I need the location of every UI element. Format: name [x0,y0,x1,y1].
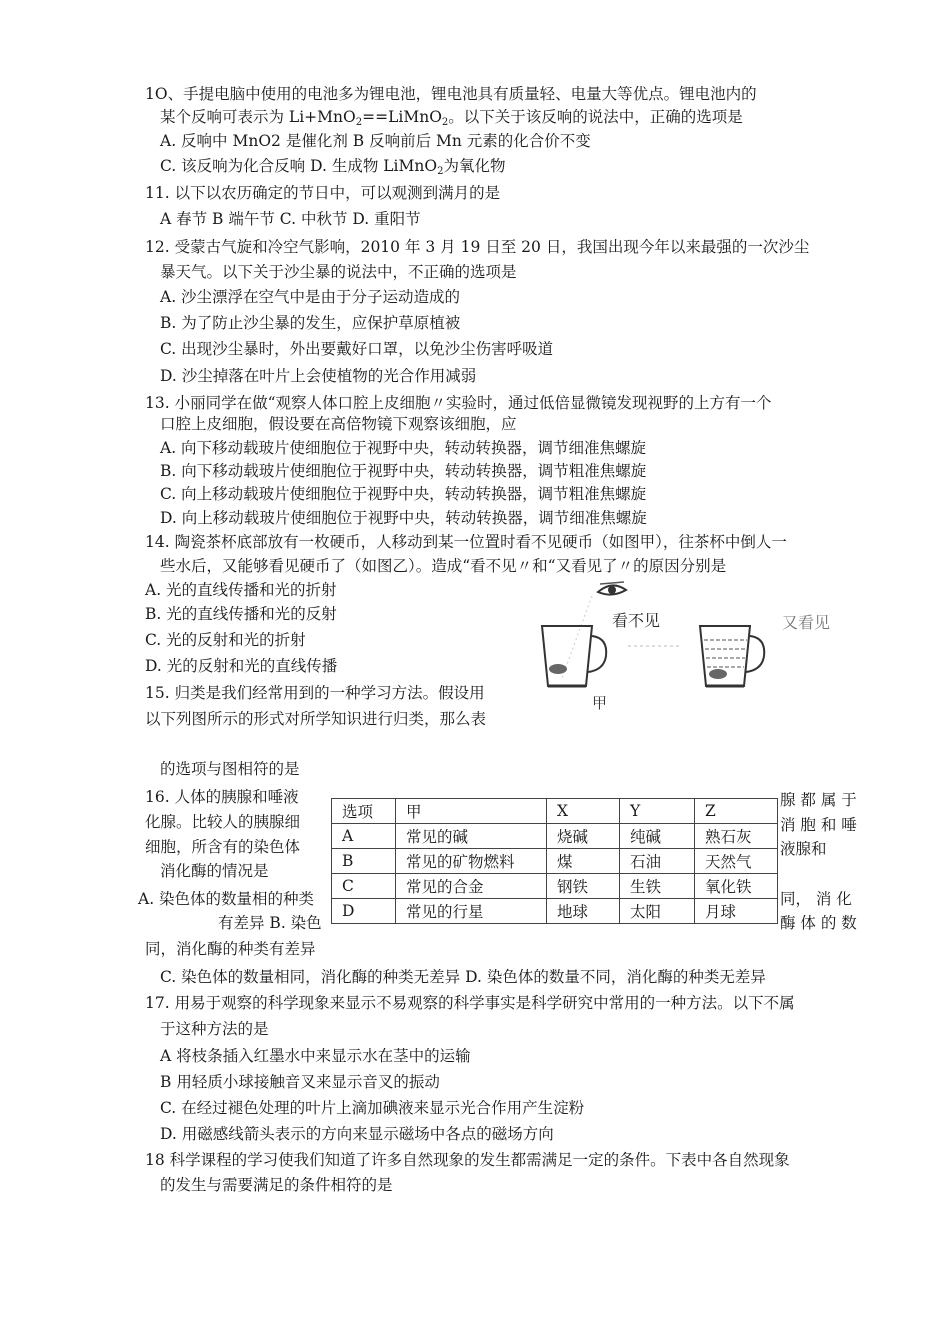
q12-option-b: B. 为了防止沙尘暴的发生，应保护草原植被 [160,314,461,332]
q11-options: A 春节 B 端午节 C. 中秋节 D. 重阳节 [160,210,421,228]
q12-option-c: C. 出现沙尘暴时，外出要戴好口罩，以免沙尘伤害呼吸道 [160,340,554,358]
table-cell: 氧化铁 [695,874,778,899]
q13-stem-line1: 13. 小丽同学在做“观察人体口腔上皮细胞〃实验时，通过低倍显微镜发现视野的上方有一个 [145,394,772,412]
q13-option-b: B. 向下移动载玻片使细胞位于视野中央，转动转换器，调节粗准焦螺旋 [160,462,647,480]
q10-options-cd: C. 该反响为化合反响 D. 生成物 LiMnO$_2$为氧化物 [160,157,506,177]
eye-icon [598,582,626,595]
table-header-cell: 选项 [332,799,396,824]
q16-left-5: A. 染色体的数量相的种类 [138,890,315,908]
table-header-cell: Y [620,799,695,824]
q17-option-b: B 用轻质小球接触音叉来显示音叉的振动 [160,1073,440,1091]
q10-stem-line1: 1O、手提电脑中使用的电池多为锂电池，锂电池具有质量轻、电量大等优点。锂电池内的 [145,85,757,103]
table-header-cell: X [547,799,620,824]
table-cell: 纯碱 [620,824,695,849]
cup-empty [542,626,606,686]
fig-label-cannot-see: 看不见 [612,611,661,630]
table-row [332,824,778,849]
table-cell: 地球 [547,899,620,924]
table-row [332,899,778,924]
q14-stem-line2: 些水后，又能够看见硬币了（如图乙）。造成“看不见〃和“又看见了〃的原因分别是 [160,557,727,575]
table-cell: 烧碱 [547,824,620,849]
table-header-row [332,799,778,824]
q14-option-a: A. 光的直线传播和光的折射 [145,581,337,599]
table-header-cell: 甲 [396,799,547,824]
q13-option-d: D. 向上移动载玻片使细胞位于视野中央，转动转换器，调节细准焦螺旋 [160,509,647,527]
q18-stem-line2: 的发生与需要满足的条件相符的是 [160,1176,393,1194]
table-cell: D [332,899,396,924]
table-cell: 常见的矿物燃料 [396,849,547,874]
table-cell: 熟石灰 [695,824,778,849]
q16-left-3: 细胞，所含有的染色体 [145,838,301,856]
q18-stem-line1: 18 科学课程的学习使我们知道了许多自然现象的发生都需满足一定的条件。下表中各自然现象 [145,1151,790,1169]
q14-option-d: D. 光的反射和光的直线传播 [145,657,338,675]
table-cell: 常见的碱 [396,824,547,849]
q15-stem-line3: 的选项与图相符的是 [160,760,300,778]
q12-stem-line1: 12. 受蒙古气旋和冷空气影响，2010 年 3 月 19 日至 20 日，我国出现今年以来最强的一次沙尘 [145,238,810,256]
table-cell: 生铁 [620,874,695,899]
table-cell: 月球 [695,899,778,924]
q16-right-3: 液腺和 [780,840,827,858]
q16-right-5: 酶 体 的 数 [780,914,857,932]
table-header-cell: Z [695,799,778,824]
q16-right-1: 腺 都 属 于 [780,791,857,809]
table-row [332,849,778,874]
table-cell: B [332,849,396,874]
q16-options-cd: C. 染色体的数量相同，消化酶的种类无差异 D. 染色体的数量不同，消化酶的种类无差异 [160,968,766,986]
q13-option-c: C. 向上移动载玻片使细胞位于视野中央，转动转换器，调节粗准焦螺旋 [160,485,647,503]
cup-with-water [700,626,764,686]
q12-option-a: A. 沙尘漂浮在空气中是由于分子运动造成的 [160,288,461,306]
fig-label-see-again: 又看见 [782,613,831,632]
q14-option-b: B. 光的直线传播和光的反射 [145,605,337,623]
q17-stem-line2: 于这种方法的是 [160,1020,269,1038]
q15-options-table [331,798,778,924]
fig-caption: 甲 [592,694,608,712]
q12-option-d: D. 沙尘掉落在叶片上会使植物的光合作用减弱 [160,367,477,385]
q13-option-a: A. 向下移动载玻片使细胞位于视野中央，转动转换器，调节细准焦螺旋 [160,439,647,457]
table-cell: 常见的合金 [396,874,547,899]
q14-option-c: C. 光的反射和光的折射 [145,631,306,649]
q11-stem: 11. 以下以农历确定的节日中，可以观测到满月的是 [145,184,501,202]
q10-stem-line2: 某个反响可表示为 Li+MnO$_2$==LiMnO$_2$。以下关于该反响的说法中，正确的选项是 [160,108,743,128]
q17-stem-line1: 17. 用易于观察的科学现象来显示不易观察的科学事实是科学研究中常用的一种方法。以下不属 [145,994,795,1012]
q17-option-a: A 将枝条插入红墨水中来显示水在茎中的运输 [160,1047,471,1065]
q15-stem-line2: 以下列图所示的形式对所学知识进行归类，那么表 [145,710,487,728]
q16-left-6: 有差异 B. 染色 [218,914,322,932]
q16-left-4: 消化酶的情况是 [160,862,269,880]
table-cell: A [332,824,396,849]
q16-right-2: 消 胞 和 唾 [780,816,857,834]
q17-option-d: D. 用磁感线箭头表示的方向来显示磁场中各点的磁场方向 [160,1125,554,1143]
table-cell: 煤 [547,849,620,874]
q16-left-1: 16. 人体的胰腺和唾液 [145,788,299,806]
table-cell: 钢铁 [547,874,620,899]
q16-right-4: 同， 消 化 [780,890,852,908]
table-cell: 石油 [620,849,695,874]
table-cell: 常见的行星 [396,899,547,924]
q12-stem-line2: 暴天气。以下关于沙尘暴的说法中，不正确的选项是 [160,263,517,281]
table-cell: 天然气 [695,849,778,874]
q16-left-7: 同，消化酶的种类有差异 [145,940,316,958]
q10-options-ab: A. 反响中 MnO2 是催化剂 B 反响前后 Mn 元素的化合价不变 [160,132,591,150]
q14-stem-line1: 14. 陶瓷茶杯底部放有一枚硬币，人移动到某一位置时看不见硬币（如图甲），往茶杯中倒人一 [145,533,787,551]
table-cell: 太阳 [620,899,695,924]
q13-stem-line2: 口腔上皮细胞，假设要在高倍物镜下观察该细胞，应 [160,415,517,433]
table-cell: C [332,874,396,899]
q14-cup-figure [532,578,872,714]
table-row [332,874,778,899]
q17-option-c: C. 在经过褪色处理的叶片上滴加碘液来显示光合作用产生淀粉 [160,1099,585,1117]
q15-stem-line1: 15. 归类是我们经常用到的一种学习方法。假设用 [145,684,485,702]
q16-left-2: 化腺。比较人的胰腺细 [145,813,301,831]
